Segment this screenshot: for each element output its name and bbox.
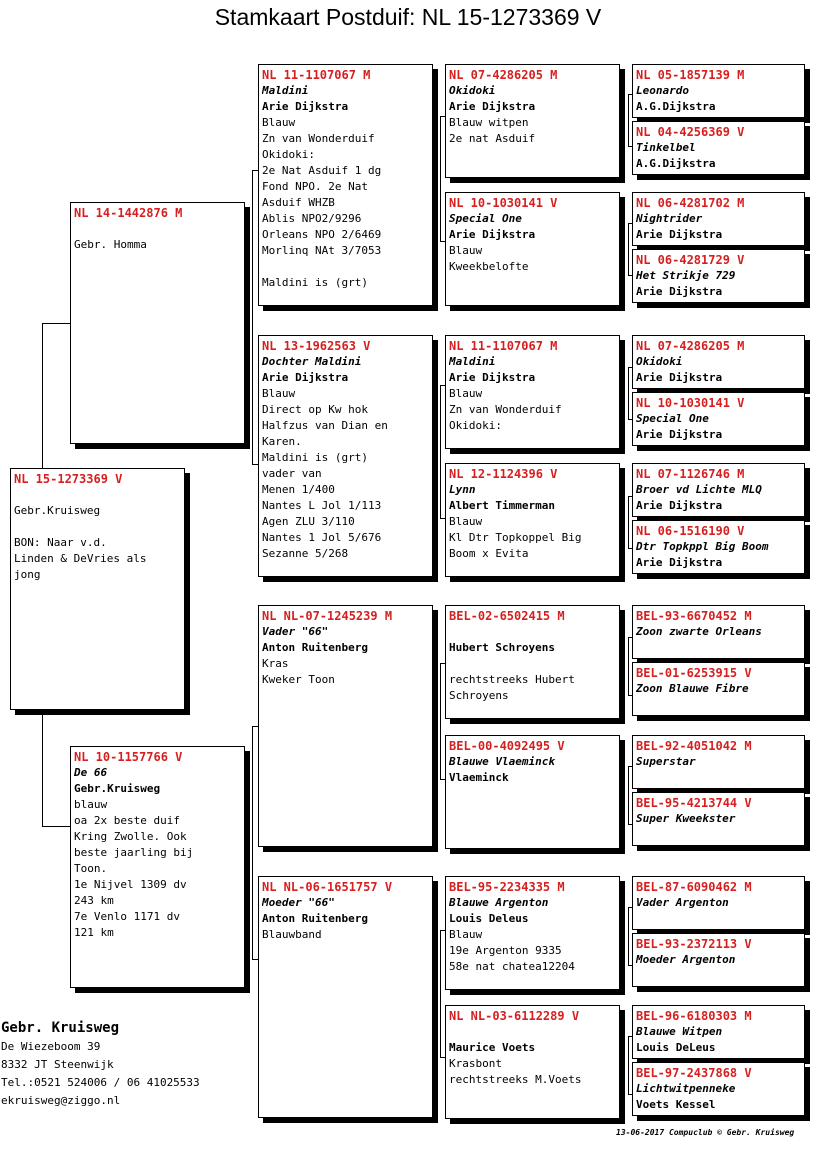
breeder-name: Anton Ruitenberg [262, 912, 368, 925]
pigeon-card-gen4-15[interactable] [632, 1005, 805, 1059]
pigeon-name: Blauwe Argenton [449, 896, 549, 909]
info-line: vader van [262, 467, 322, 480]
breeder-name: Albert Timmerman [449, 499, 555, 512]
info-line: Agen ZLU 3/110 [262, 515, 355, 528]
breeder-name: Anton Ruitenberg [262, 641, 368, 654]
pigeon-name: Special One [449, 212, 522, 225]
breeder-name: Louis Deleus [449, 912, 529, 925]
breeder-name: Gebr.Kruisweg [74, 782, 161, 795]
pigeon-card-gen4-12[interactable] [632, 792, 805, 846]
info-line: Blauw [449, 244, 483, 257]
pigeon-card-gen4-10[interactable] [632, 662, 805, 716]
pigeon-card-gen4-13[interactable] [632, 876, 805, 930]
blank-line [262, 259, 429, 275]
info-line: Okidoki: [262, 148, 315, 161]
info-line: Kweekbelofte [449, 260, 529, 273]
info-line: Blauw [449, 515, 483, 528]
ring-number: NL 07-4286205 M [449, 68, 558, 82]
info-line: rechtstreeks Hubert [449, 673, 575, 686]
pigeon-name: Okidoki [449, 84, 496, 97]
breeder-name: Arie Dijkstra [636, 371, 723, 384]
pigeon-name: Moeder "66" [262, 896, 335, 909]
breeder-name: Voets Kessel [636, 1098, 716, 1111]
info-line: Sezanne 5/268 [262, 547, 349, 560]
info-line: Blauw witpen [449, 116, 529, 129]
info-line: Asduif WHZB [262, 196, 335, 209]
footer-credit: 13-06-2017 Compuclub © Gebr. Kruisweg [616, 1128, 795, 1137]
pigeon-card-gen4-7[interactable] [632, 463, 805, 517]
breeder-name: Arie Dijkstra [449, 371, 536, 384]
ring-number: NL 06-4281729 V [636, 253, 745, 267]
blank-line [449, 624, 616, 640]
breeder-name: Arie Dijkstra [449, 100, 536, 113]
pigeon-card-fmm[interactable] [445, 463, 620, 577]
info-line: Schroyens [449, 689, 509, 702]
pigeon-name: Okidoki [636, 355, 683, 368]
info-line: Halfzus van Dian en [262, 419, 388, 432]
pigeon-name: Dtr Topkppl Big Boom [636, 540, 769, 553]
info-line: Maldini is (grt) [262, 451, 368, 464]
info-line: Blauw [449, 387, 483, 400]
pigeon-card-mother-father[interactable] [258, 605, 433, 847]
pigeon-name: Lynn [449, 483, 476, 496]
pigeon-card-gen4-8[interactable] [632, 520, 805, 574]
info-line: 19e Argenton 9335 [449, 944, 562, 957]
info-line: Kras [262, 657, 289, 670]
breeder-name: Louis DeLeus [636, 1041, 716, 1054]
pigeon-card-fff[interactable] [445, 64, 620, 178]
owner-address: De Wiezeboom 39 [1, 1040, 101, 1053]
pigeon-name: Zoon zwarte Orleans [636, 625, 762, 638]
breeder-name: Arie Dijkstra [636, 285, 723, 298]
blank-line [14, 519, 181, 535]
info-line: Nantes 1 Jol 5/676 [262, 531, 382, 544]
info-line: Zn van Wonderduif [262, 132, 375, 145]
ring-number: NL 05-1857139 M [636, 68, 745, 82]
pigeon-card-gen4-1[interactable] [632, 64, 805, 118]
info-line: Boom x Evita [449, 547, 529, 560]
ring-number: NL 10-1030141 V [449, 196, 558, 210]
ring-number: NL 12-1124396 V [449, 467, 558, 481]
pigeon-name: Moeder Argenton [636, 953, 736, 966]
pigeon-name: Zoon Blauwe Fibre [636, 682, 749, 695]
ring-number: NL 06-4281702 M [636, 196, 745, 210]
pigeon-name: De 66 [74, 766, 108, 779]
info-line: 58e nat chatea12204 [449, 960, 575, 973]
breeder-name: Arie Dijkstra [262, 371, 349, 384]
ring-number: NL 13-1962563 V [262, 339, 371, 353]
info-line: rechtstreeks M.Voets [449, 1073, 582, 1086]
info-line: jong [14, 568, 41, 581]
info-line: Morlinq NAt 3/7053 [262, 244, 382, 257]
pigeon-card-mother-mother[interactable] [258, 876, 433, 1118]
breeder-name: Arie Dijkstra [636, 499, 723, 512]
ring-number: BEL-02-6502415 M [449, 609, 565, 623]
info-line: Okidoki: [449, 419, 502, 432]
pigeon-name: Leonardo [636, 84, 689, 97]
info-line: 121 km [74, 926, 114, 939]
info-line: Direct op Kw hok [262, 403, 368, 416]
pigeon-card-gen4-2[interactable] [632, 121, 805, 175]
pigeon-card-subject[interactable] [10, 468, 185, 710]
info-line: Zn van Wonderduif [449, 403, 562, 416]
info-line: Toon. [74, 862, 108, 875]
pigeon-card-fmf[interactable] [445, 335, 620, 449]
breeder-name: A.G.Dijkstra [636, 157, 716, 170]
blank-line [449, 656, 616, 672]
blank-line [449, 1024, 616, 1040]
pigeon-card-gen4-16[interactable] [632, 1062, 805, 1116]
info-line: Kring Zwolle. Ook [74, 830, 187, 843]
pigeon-name: Special One [636, 412, 709, 425]
info-line: BON: Naar v.d. [14, 536, 107, 549]
pigeon-card-gen4-3[interactable] [632, 192, 805, 246]
ring-number: NL 04-4256369 V [636, 125, 745, 139]
info-line: Gebr. Homma [74, 238, 147, 251]
breeder-name: Arie Dijkstra [636, 428, 723, 441]
breeder-name: Arie Dijkstra [262, 100, 349, 113]
breeder-name: Maurice Voets [449, 1041, 536, 1054]
ring-number: NL NL-06-1651757 V [262, 880, 393, 894]
ring-number: NL NL-03-6112289 V [449, 1009, 580, 1023]
pigeon-card-father-mother[interactable] [258, 335, 433, 577]
info-line: 1e Nijvel 1309 dv [74, 878, 187, 891]
info-line: Orleans NPO 2/6469 [262, 228, 382, 241]
pigeon-name: Maldini [449, 355, 496, 368]
pigeon-card-mff[interactable] [445, 605, 620, 719]
pigeon-card-father[interactable] [70, 202, 245, 444]
info-line: Linden & DeVries als [14, 552, 147, 565]
ring-number: BEL-87-6090462 M [636, 880, 752, 894]
info-line: Blauwband [262, 928, 322, 941]
breeder-name: Arie Dijkstra [636, 228, 723, 241]
owner-city: 8332 JT Steenwijk [1, 1058, 114, 1071]
pigeon-name: Nightrider [636, 212, 703, 225]
pigeon-card-mmf[interactable] [445, 876, 620, 990]
ring-number: BEL-93-2372113 V [636, 937, 752, 951]
ring-number: BEL-96-6180303 M [636, 1009, 752, 1023]
info-line: 2e Nat Asduif 1 dg [262, 164, 382, 177]
info-line: Gebr.Kruisweg [14, 504, 101, 517]
info-line: oa 2x beste duif [74, 814, 180, 827]
pigeon-card-gen4-9[interactable] [632, 605, 805, 659]
pigeon-card-gen4-4[interactable] [632, 249, 805, 303]
blank-line [74, 221, 241, 237]
ring-number: NL 07-1126746 M [636, 467, 745, 481]
info-line: Kl Dtr Topkoppel Big [449, 531, 582, 544]
pigeon-name: Tinkelbel [636, 141, 696, 154]
pigeon-name: Blauwe Witpen [636, 1025, 723, 1038]
info-line: blauw [74, 798, 108, 811]
info-line: 2e nat Asduif [449, 132, 536, 145]
owner-email: ekruisweg@ziggo.nl [1, 1094, 121, 1107]
pigeon-name: Broer vd Lichte MLQ [636, 483, 762, 496]
pigeon-name: Maldini [262, 84, 309, 97]
info-line: beste jaarling bij [74, 846, 194, 859]
page-title: Stamkaart Postduif: NL 15-1273369 V [214, 4, 602, 30]
pigeon-card-gen4-5[interactable] [632, 335, 805, 389]
info-line: Krasbont [449, 1057, 502, 1070]
pigeon-card-ffm[interactable] [445, 192, 620, 306]
pigeon-name: Vader "66" [262, 625, 329, 638]
ring-number: BEL-92-4051042 M [636, 739, 752, 753]
ring-number: NL 07-4286205 M [636, 339, 745, 353]
pigeon-name: Dochter Maldini [262, 355, 362, 368]
pigeon-card-gen4-6[interactable] [632, 392, 805, 446]
ring-number: BEL-00-4092495 V [449, 739, 565, 753]
owner-block [1, 1018, 200, 1110]
info-line: Karen. [262, 435, 302, 448]
ring-number: BEL-93-6670452 M [636, 609, 752, 623]
pigeon-card-gen4-11[interactable] [632, 735, 805, 789]
breeder-name: Arie Dijkstra [636, 556, 723, 569]
pigeon-name: Vader Argenton [636, 896, 729, 909]
pigeon-card-father-father[interactable] [258, 64, 433, 306]
breeder-name: Vlaeminck [449, 771, 509, 784]
info-line: Fond NPO. 2e Nat [262, 180, 368, 193]
info-line: Nantes L Jol 1/113 [262, 499, 382, 512]
pigeon-name: Super Kweekster [636, 812, 736, 825]
ring-number: NL 15-1273369 V [14, 472, 123, 486]
blank-line [14, 487, 181, 503]
ring-number: BEL-95-4213744 V [636, 796, 752, 810]
owner-phone: Tel.:0521 524006 / 06 41025533 [1, 1076, 200, 1089]
info-line: Menen 1/400 [262, 483, 335, 496]
pigeon-name: Superstar [636, 755, 696, 768]
ring-number: BEL-97-2437868 V [636, 1066, 752, 1080]
info-line: Blauw [262, 387, 296, 400]
pigeon-card-mfm[interactable] [445, 735, 620, 849]
info-line: Kweker Toon [262, 673, 335, 686]
pigeon-card-mmm[interactable] [445, 1005, 620, 1119]
pigeon-name: Lichtwitpenneke [636, 1082, 736, 1095]
ring-number: NL 11-1107067 M [449, 339, 558, 353]
breeder-name: Arie Dijkstra [449, 228, 536, 241]
ring-number: BEL-95-2234335 M [449, 880, 565, 894]
info-line: Blauw [262, 116, 296, 129]
info-line: Maldini is (grt) [262, 276, 368, 289]
pigeon-name: Het Strikje 729 [636, 269, 736, 282]
breeder-name: Hubert Schroyens [449, 641, 555, 654]
breeder-name: A.G.Dijkstra [636, 100, 716, 113]
ring-number: BEL-01-6253915 V [636, 666, 752, 680]
ring-number: NL 11-1107067 M [262, 68, 371, 82]
info-line: 7e Venlo 1171 dv [74, 910, 180, 923]
info-line: Blauw [449, 928, 483, 941]
owner-name: Gebr. Kruisweg [1, 1020, 120, 1036]
info-line: 243 km [74, 894, 114, 907]
ring-number: NL NL-07-1245239 M [262, 609, 393, 623]
info-line: Ablis NPO2/9296 [262, 212, 362, 225]
pigeon-name: Blauwe Vlaeminck [449, 755, 555, 768]
pigeon-card-mother[interactable] [70, 746, 245, 988]
ring-number: NL 14-1442876 M [74, 206, 183, 220]
pigeon-card-gen4-14[interactable] [632, 933, 805, 987]
ring-number: NL 06-1516190 V [636, 524, 745, 538]
ring-number: NL 10-1030141 V [636, 396, 745, 410]
ring-number: NL 10-1157766 V [74, 750, 183, 764]
